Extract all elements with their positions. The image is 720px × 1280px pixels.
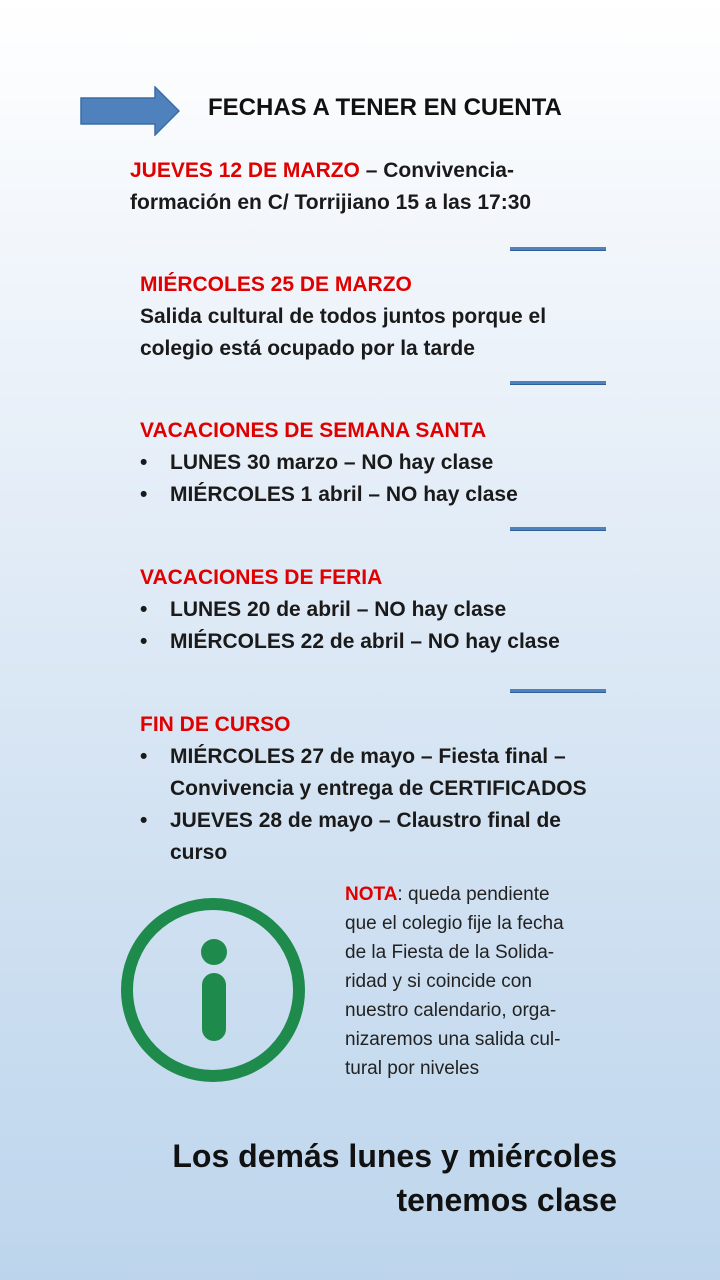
note-text: que el colegio fije la fecha	[345, 913, 564, 934]
section-jueves-12-marzo	[130, 155, 610, 219]
note-text: : queda pendiente	[397, 884, 550, 905]
section-text: Salida cultural de todos juntos porque el	[140, 305, 547, 328]
note-text: de la Fiesta de la Solida-	[345, 942, 555, 963]
list-item	[140, 805, 640, 869]
right-arrow-icon	[80, 86, 180, 136]
section-heading: JUEVES 12 DE MARZO	[130, 159, 360, 182]
note	[345, 880, 605, 1083]
list-item: • LUNES 20 de abril – NO hay clase	[140, 594, 620, 626]
note-text: nizaremos una salida cul-	[345, 1029, 561, 1050]
section-miercoles-25-marzo	[140, 269, 620, 365]
section-heading: MIÉRCOLES 25 DE MARZO	[140, 273, 412, 296]
note-text: tural por niveles	[345, 1058, 480, 1079]
info-icon	[118, 895, 308, 1085]
section-text: – Convivencia-	[359, 159, 514, 182]
section-heading: VACACIONES DE FERIA	[140, 566, 383, 589]
list-item: • LUNES 30 marzo – NO hay clase	[140, 447, 620, 479]
list-item-line: Convivencia y entrega de CERTIFICADOS	[170, 777, 587, 800]
list-item: • MIÉRCOLES 22 de abril – NO hay clase	[140, 626, 620, 658]
section-text: formación en C/ Torrijiano 15 a las 17:30	[130, 191, 532, 214]
page-title: FECHAS A TENER EN CUENTA	[208, 94, 562, 121]
footer-line: tenemos clase	[396, 1182, 617, 1218]
footer-message	[150, 1134, 617, 1222]
section-heading: FIN DE CURSO	[140, 713, 291, 736]
list-item	[140, 741, 640, 805]
section-heading: VACACIONES DE SEMANA SANTA	[140, 419, 487, 442]
note-label: NOTA	[345, 884, 398, 905]
section-feria	[140, 562, 620, 658]
footer-line: Los demás lunes y miércoles	[172, 1138, 617, 1174]
section-semana-santa	[140, 415, 620, 511]
divider	[510, 527, 606, 531]
divider	[510, 381, 606, 385]
list-item-line: curso	[170, 841, 228, 864]
list-item-line: • MIÉRCOLES 27 de mayo – Fiesta final –	[170, 745, 566, 768]
list-item: • MIÉRCOLES 1 abril – NO hay clase	[140, 479, 620, 511]
section-fin-de-curso	[140, 709, 640, 869]
section-text: colegio está ocupado por la tarde	[140, 337, 475, 360]
note-text: ridad y si coincide con	[345, 971, 532, 992]
divider	[510, 689, 606, 693]
divider	[510, 247, 606, 251]
list-item-line: • JUEVES 28 de mayo – Claustro final de	[170, 809, 561, 832]
note-text: nuestro calendario, orga-	[345, 1000, 557, 1021]
